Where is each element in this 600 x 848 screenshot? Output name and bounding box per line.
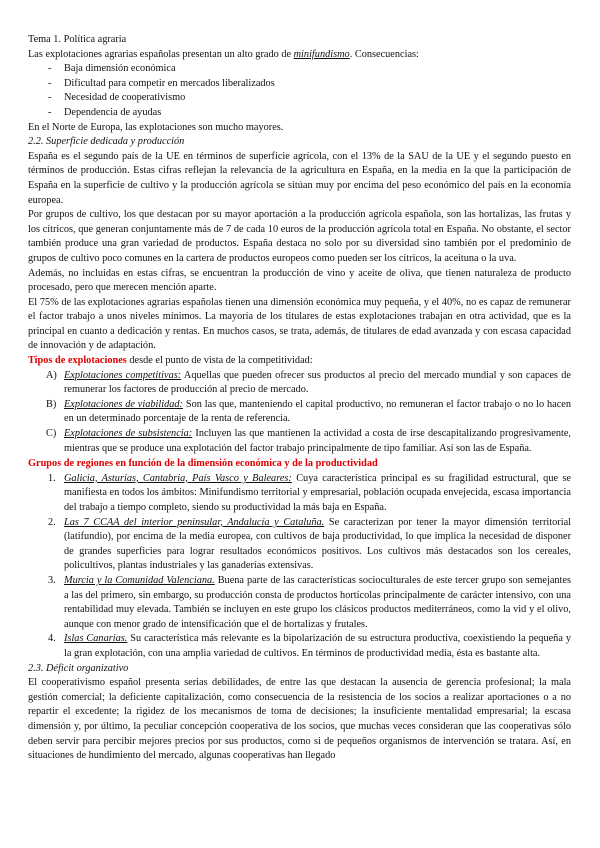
item-text: Buena parte de las características socioculturales de este tercer grupo son semejantes a las del primero, sin embargo, su producción consta de productos hortícolas principalmente de carácter intensivo, con una rentabilidad muy elevada. También se incluyen en este grupo los clásicos productos mediterráneos, como la vid y el olivo, aunque con menor grado de intensificación que el de hortalizas y frutales. <box>64 574 571 630</box>
intro-text-after: . Consecuencias: <box>349 48 419 60</box>
groups-list <box>28 472 571 662</box>
list-item <box>28 427 571 456</box>
paragraph: El cooperativismo español presenta serias debilidades, de entre las que destacan la ausencia de gerencia profesional; la mala gestión comercial; la deficiente capitalización, como consecuencia de la resistencia de los socios a realizar aportaciones o a no repartir el excedente; la rigidez de los mecanismos de toma de decisiones; la insuficiente mentalidad empresarial; la escasa dimensión y, por último, la peculiar concepción cooperativa de los socios, que muchas veces consideran que las cooperativas sólo deben servir para percibir mejores precios por sus productos, como si de pequeños organismos de intervención se tratara. Así, en situaciones de hundimiento del mercado, algunas cooperativas han llegado <box>28 677 571 762</box>
document-page <box>28 33 571 764</box>
types-heading: Tipos de explotaciones <box>28 355 127 367</box>
list-item <box>28 398 571 427</box>
intro-term: minifundismo <box>293 48 350 60</box>
list-item: - Dependencia de ayudas <box>28 106 571 121</box>
paragraph: Además, no incluidas en estas cifras, se encuentran la producción de vino y aceite de oliva, que tienen naturaleza de producto procesado, pero que merecen mención aparte. <box>28 267 571 294</box>
list-marker: C) <box>46 428 57 440</box>
section-heading-2-3: 2.3. Déficit organizativo <box>28 662 129 674</box>
list-item: - Dificultad para competir en mercados liberalizados <box>28 77 571 92</box>
list-marker: 1. <box>48 472 56 484</box>
list-item <box>28 516 571 574</box>
item-term: Explotaciones competitivas: <box>64 369 182 381</box>
list-item: - Necesidad de cooperativismo <box>28 91 571 106</box>
consequences-list <box>28 62 571 120</box>
list-item: - Baja dimensión económica <box>28 62 571 77</box>
item-text: Se caracterizan por tener la mayor dimensión territorial (latifundio), por encima de la media europea, con cultivos de baja productividad, lo que implica la necesidad de disponer de grandes superficies para lograr resultados económicos positivos. Los cultivos más destacados son los cereales, policultivos, plantas industriales y las ganaderías extensivas. <box>64 516 571 572</box>
list-marker: A) <box>46 369 57 381</box>
item-term: Explotaciones de viabilidad: <box>64 398 183 410</box>
item-text: Incluyen las que mantienen la actividad a costa de irse descapitalizando progresivamente, mientras que se produce una explotación del factor trabajo principalmente de tipo familiar. Así son las de España. <box>64 428 571 454</box>
north-europe-note: En el Norte de Europa, las explotaciones son mucho mayores. <box>28 121 284 133</box>
item-text: Aquellas que pueden ofrecer sus productos al precio del mercado mundial y son capaces de remunerar los factores de producción al precio de mercado. <box>64 369 571 396</box>
paragraph: España es el segundo país de la UE en términos de superficie agrícola, con el 13% de la SAU de la UE y el segundo puesto en términos de producción. Estas cifras reflejan la relevancia de la agricultura en España, en la media en la que la participación de España en la superficie de cultivo y la producción agrícola se sitúan muy por encima del peso económico del país en la economía europea. <box>28 150 571 206</box>
page-title: Tema 1. Política agraria <box>28 34 127 45</box>
item-text: Su característica más relevante es la bipolarización de su estructura productiva, coexistiendo la pequeña y la gran explotación, con una amplia variedad de cultivos. En términos de productividad media, ésta es bastante alta. <box>64 633 571 659</box>
types-heading-rest: desde el punto de vista de la competitividad: <box>126 355 313 367</box>
item-term: Islas Canarias. <box>64 633 128 645</box>
types-heading-line <box>28 354 571 369</box>
list-marker: 3. <box>48 574 56 586</box>
list-marker: B) <box>46 398 57 410</box>
section-heading-2-2: 2.2. Superficie dedicada y producción <box>28 136 185 148</box>
types-list <box>28 369 571 457</box>
list-item <box>28 574 571 632</box>
list-item <box>28 632 571 661</box>
list-item <box>28 369 571 398</box>
list-marker: 4. <box>48 633 56 645</box>
intro-text: Las explotaciones agrarias españolas presentan un alto grado de <box>28 48 294 60</box>
item-term: Explotaciones de subsistencia: <box>64 428 193 440</box>
item-text: Son las que, manteniendo el capital productivo, no remuneran el factor trabajo o no lo hacen en un determinado porcentaje de la renta de referencia. <box>64 398 571 425</box>
intro-paragraph <box>28 48 571 63</box>
paragraph: Por grupos de cultivo, los que destacan por su mayor aportación a la producción agrícola española, son las hortalizas, las frutas y los cítricos, que generan conjuntamente más de 7 de cada 10 euros de la producción agrícola total en España. No obstante, el sector también produce una gran variedad de productos. España destaca no solo por su diversidad sino también por el predominio de grupos de cultivo poco comunes en la cartera de productos europeos como pueden ser los cítricos, la aceituna o la uva. <box>28 209 571 264</box>
groups-heading: Grupos de regiones en función de la dimensión económica y de la productividad <box>28 458 378 470</box>
item-term: Las 7 CCAA del interior peninsular, Andalucía y Cataluña. <box>64 516 325 528</box>
list-marker: 2. <box>48 516 56 528</box>
item-text: Cuya característica principal es su fragilidad estructural, que se manifiesta en todos los ámbitos: Minifundismo territorial y empresarial, población ocupada envejecida, escasa importancia del trabajo a tiempo completo, siendo su productividad la más baja en España. <box>64 472 571 513</box>
list-item <box>28 472 571 516</box>
item-term: Murcia y la Comunidad Valenciana. <box>64 574 215 586</box>
paragraph: El 75% de las explotaciones agrarias españolas tienen una dimensión económica muy pequeña, y el 40%, no es capaz de remunerar el factor trabajo a unos niveles mínimos. La mayoría de los titulares de estas explotaciones trabajan en otra actividad, que es la principal en cuanto a dedicación y rentas. En muchos casos, se trata, además, de titulares de edad avanzada y con escasa capacidad de innovación y de adaptación. <box>28 296 571 352</box>
item-term: Galicia, Asturias, Cantabria, País Vasco y Baleares: <box>64 472 292 484</box>
